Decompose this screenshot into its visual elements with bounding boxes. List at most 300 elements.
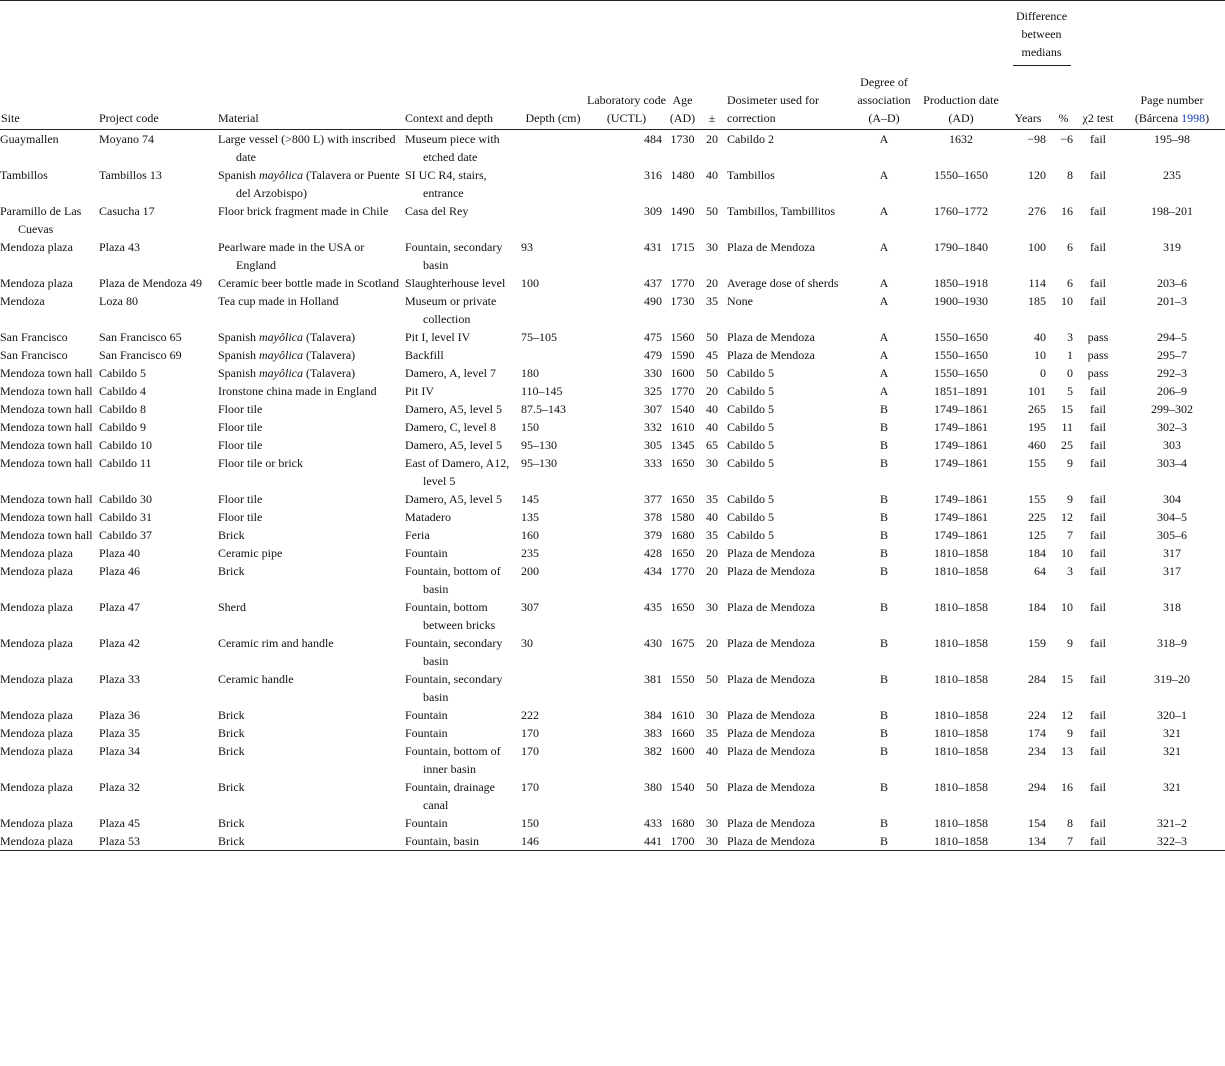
cell-project-code: Cabildo 30 <box>99 492 152 506</box>
cell-page-number: 318–9 <box>1157 636 1187 650</box>
cell-dosimeter: Average dose of sherds <box>727 276 839 290</box>
cell-age: 1680 <box>670 816 695 830</box>
header-production-date: Production date (AD) <box>916 73 1006 130</box>
cell-lab-code: 484 <box>644 132 662 146</box>
cell-lab-code: 316 <box>644 168 662 182</box>
cell-page-number: 304 <box>1163 492 1181 506</box>
cell-material: Brick <box>218 744 245 758</box>
cell-context: Fountain <box>405 816 448 830</box>
cell-depth <box>521 292 585 328</box>
table-body <box>0 130 1225 851</box>
cell-dosimeter: Plaza de Mendoza <box>727 564 815 578</box>
cell-page-number: 292–3 <box>1157 366 1187 380</box>
cell-age: 1650 <box>670 456 695 470</box>
cell-dosimeter: Plaza de Mendoza <box>727 708 815 722</box>
cell-lab-code: 330 <box>644 366 662 380</box>
cell-age: 1590 <box>670 348 695 362</box>
cell-site: Mendoza town hall <box>0 492 93 506</box>
cell-chi-test: fail <box>1090 510 1106 524</box>
cell-percent: 6 <box>1067 240 1073 254</box>
cell-dosimeter: Plaza de Mendoza <box>727 240 815 254</box>
header-project-code: Project code <box>99 73 218 130</box>
cell-project-code: Loza 80 <box>99 294 138 308</box>
cell-lab-code: 378 <box>644 510 662 524</box>
cell-chi-test: fail <box>1090 168 1106 182</box>
cell-production-date: 1749–1861 <box>934 528 988 542</box>
cell-site: Mendoza plaza <box>0 564 73 578</box>
cell-degree: A <box>879 348 889 362</box>
cell-plus-minus: 40 <box>706 510 718 524</box>
cell-chi-test: fail <box>1090 726 1106 740</box>
cell-dosimeter: Cabildo 5 <box>727 384 774 398</box>
cell-percent: 8 <box>1067 816 1073 830</box>
cell-age: 1610 <box>670 420 695 434</box>
cell-project-code: Cabildo 5 <box>99 366 146 380</box>
header-lab-code: Laboratory code (UCTL) <box>585 73 668 130</box>
cell-context: Fountain <box>405 726 448 740</box>
cell-material: Brick <box>218 564 245 578</box>
cell-project-code: Casucha 17 <box>99 204 155 218</box>
cell-plus-minus: 30 <box>697 832 727 851</box>
cell-lab-code: 377 <box>644 492 662 506</box>
header-depth: Depth (cm) <box>521 73 585 130</box>
cell-depth: 170 <box>521 744 539 758</box>
cell-context: SI UC R4, stairs, entrance <box>405 168 487 200</box>
cell-plus-minus: 40 <box>706 402 718 416</box>
cell-degree: B <box>879 402 888 416</box>
cell-degree: B <box>879 438 888 452</box>
cell-site: Mendoza town hall <box>0 456 93 470</box>
cell-context: Matadero <box>405 510 451 524</box>
cell-depth <box>521 202 585 238</box>
table-row <box>0 346 1225 364</box>
cell-site: Mendoza plaza <box>0 816 73 830</box>
cell-depth: 110–145 <box>521 384 563 398</box>
cell-plus-minus: 20 <box>706 636 718 650</box>
cell-dosimeter: Cabildo 5 <box>727 528 774 542</box>
cell-percent: 10 <box>1061 546 1073 560</box>
cell-age: 1550 <box>670 672 695 686</box>
cell-project-code: Plaza 40 <box>99 546 140 560</box>
cell-years: 159 <box>1028 636 1046 650</box>
cell-percent: 7 <box>1050 832 1077 851</box>
cell-production-date: 1749–1861 <box>934 456 988 470</box>
cell-depth: 93 <box>521 240 533 254</box>
cell-age: 1540 <box>670 402 695 416</box>
header-material: Material <box>218 73 405 130</box>
cell-chi-test: fail <box>1090 276 1106 290</box>
cell-percent: 7 <box>1067 528 1073 542</box>
cell-project-code: Plaza 42 <box>99 636 140 650</box>
cell-years: 154 <box>1028 816 1046 830</box>
cell-years: 101 <box>1028 384 1046 398</box>
cell-plus-minus: 40 <box>706 744 718 758</box>
header-context: Context and depth <box>405 73 521 130</box>
cell-project-code: Plaza 32 <box>99 780 140 794</box>
cell-context: Fountain, bottom of inner basin <box>405 744 501 776</box>
cell-dosimeter: Plaza de Mendoza <box>727 672 815 686</box>
cell-site: Mendoza plaza <box>0 600 73 614</box>
table-row <box>0 400 1225 418</box>
cell-material: Brick <box>218 816 245 830</box>
cell-chi-test: fail <box>1077 832 1119 851</box>
cell-production-date: 1810–1858 <box>934 726 988 740</box>
cell-site: Mendoza plaza <box>0 636 73 650</box>
cell-percent: 3 <box>1067 564 1073 578</box>
cell-percent: 6 <box>1067 276 1073 290</box>
cell-age: 1680 <box>670 528 695 542</box>
cell-production-date: 1550–1650 <box>934 168 988 182</box>
cell-degree: B <box>879 510 888 524</box>
cell-years: 40 <box>1034 330 1046 344</box>
cell-age: 1600 <box>670 744 695 758</box>
cell-years: 0 <box>1040 366 1046 380</box>
cell-project-code: Tambillos 13 <box>99 168 162 182</box>
cell-material: Brick <box>218 832 405 851</box>
cell-site: Mendoza town hall <box>0 510 93 524</box>
cell-site: Mendoza plaza <box>0 276 73 290</box>
cell-site: Mendoza plaza <box>0 832 99 851</box>
cell-plus-minus: 40 <box>706 420 718 434</box>
table-row <box>0 490 1225 508</box>
cell-lab-code: 475 <box>644 330 662 344</box>
cell-age: 1480 <box>670 168 695 182</box>
cell-project-code: Cabildo 11 <box>99 456 152 470</box>
cell-chi-test: fail <box>1090 456 1106 470</box>
table-row <box>0 562 1225 598</box>
cell-page-number: 318 <box>1163 600 1181 614</box>
cell-project-code: San Francisco 69 <box>99 348 182 362</box>
table-row <box>0 598 1225 634</box>
cell-depth: 30 <box>521 636 533 650</box>
table-row <box>0 634 1225 670</box>
cell-site: Mendoza town hall <box>0 528 93 542</box>
cell-dosimeter: Plaza de Mendoza <box>727 832 852 851</box>
cell-page-number: 319–20 <box>1154 672 1190 686</box>
cell-site: Mendoza plaza <box>0 672 73 686</box>
cell-context: Fountain <box>405 708 448 722</box>
cell-chi-test: fail <box>1090 420 1106 434</box>
cell-years: 155 <box>1028 456 1046 470</box>
cell-depth: 235 <box>521 546 539 560</box>
cell-dosimeter: Cabildo 5 <box>727 510 774 524</box>
cell-context: Pit IV <box>405 384 435 398</box>
cell-percent: 9 <box>1067 636 1073 650</box>
cell-site: Paramillo de Las Cuevas <box>0 204 82 236</box>
cell-context: Pit I, level IV <box>405 330 471 344</box>
cell-context: Fountain, bottom of basin <box>405 564 501 596</box>
cell-chi-test: fail <box>1090 708 1106 722</box>
cell-chi-test: fail <box>1090 780 1106 794</box>
cell-dosimeter: None <box>727 294 753 308</box>
cell-material: Spanish mayôlica (Talavera) <box>218 330 356 344</box>
cell-chi-test: fail <box>1090 438 1106 452</box>
cell-plus-minus: 65 <box>706 438 718 452</box>
cell-degree: B <box>879 726 888 740</box>
cell-age: 1660 <box>670 726 695 740</box>
cell-lab-code: 379 <box>644 528 662 542</box>
header-percent: % <box>1050 73 1077 130</box>
cell-context: Feria <box>405 528 430 542</box>
cell-page-number: 195–98 <box>1154 132 1190 146</box>
cell-percent: 3 <box>1067 330 1073 344</box>
cell-degree: A <box>879 168 889 182</box>
cell-page-number: 320–1 <box>1157 708 1187 722</box>
cell-site: San Francisco <box>0 348 68 362</box>
cell-years: 114 <box>1028 276 1046 290</box>
cell-page-number: 206–9 <box>1157 384 1187 398</box>
cell-percent: 9 <box>1067 456 1073 470</box>
cell-degree: A <box>879 294 889 308</box>
cell-site: Mendoza town hall <box>0 384 93 398</box>
cell-project-code: Cabildo 10 <box>99 438 152 452</box>
table-row <box>0 706 1225 724</box>
header-spacer <box>0 1 1006 74</box>
cell-site: Mendoza plaza <box>0 780 73 794</box>
cell-years: 284 <box>1028 672 1046 686</box>
cell-site: Guaymallen <box>0 132 59 146</box>
cell-material: Ceramic pipe <box>218 546 283 560</box>
cell-years: 184 <box>1028 600 1046 614</box>
table-row <box>0 364 1225 382</box>
cell-percent: 16 <box>1061 780 1073 794</box>
cell-page-number: 203–6 <box>1157 276 1187 290</box>
header-site: Site <box>0 73 99 130</box>
cell-lab-code: 437 <box>644 276 662 290</box>
cell-percent: 9 <box>1067 726 1073 740</box>
cell-years: 276 <box>1028 204 1046 218</box>
cell-chi-test: fail <box>1090 240 1106 254</box>
table-row <box>0 328 1225 346</box>
cell-production-date: 1760–1772 <box>934 204 988 218</box>
cell-project-code: Plaza 34 <box>99 744 140 758</box>
cell-dosimeter: Plaza de Mendoza <box>727 744 815 758</box>
cell-lab-code: 430 <box>644 636 662 650</box>
cell-dosimeter: Plaza de Mendoza <box>727 348 815 362</box>
cell-years: 185 <box>1028 294 1046 308</box>
cell-age: 1770 <box>670 564 695 578</box>
cell-project-code: Cabildo 8 <box>99 402 146 416</box>
cell-plus-minus: 20 <box>706 564 718 578</box>
cell-depth: 95–130 <box>521 456 557 470</box>
cell-dosimeter: Plaza de Mendoza <box>727 600 815 614</box>
cell-age: 1345 <box>670 438 695 452</box>
cell-percent: 10 <box>1061 294 1073 308</box>
cell-chi-test: fail <box>1090 636 1106 650</box>
cell-percent: 13 <box>1061 744 1073 758</box>
cell-dosimeter: Cabildo 2 <box>727 132 774 146</box>
cell-page-number: 317 <box>1163 564 1181 578</box>
cell-site: Mendoza plaza <box>0 744 73 758</box>
cell-degree: A <box>879 384 889 398</box>
cell-years: 155 <box>1028 492 1046 506</box>
cell-degree: B <box>879 672 888 686</box>
cell-page-number: 322–3 <box>1119 832 1225 851</box>
cell-age: 1700 <box>668 832 697 851</box>
cell-material: Sherd <box>218 600 246 614</box>
cell-dosimeter: Cabildo 5 <box>727 492 774 506</box>
cell-depth <box>521 670 585 706</box>
cell-years: 460 <box>1028 438 1046 452</box>
cell-chi-test: pass <box>1087 330 1109 344</box>
cell-context: Damero, A5, level 5 <box>405 492 502 506</box>
header-years: Years <box>1006 73 1050 130</box>
table-row <box>0 724 1225 742</box>
cell-age: 1650 <box>670 546 695 560</box>
cell-chi-test: fail <box>1090 492 1106 506</box>
cell-site: Mendoza plaza <box>0 726 73 740</box>
header-spacer-right <box>1077 1 1225 74</box>
cell-material: Brick <box>218 528 245 542</box>
cell-years: 234 <box>1028 744 1046 758</box>
cell-page-number: 302–3 <box>1157 420 1187 434</box>
cell-years: 174 <box>1028 726 1046 740</box>
cell-years: 134 <box>1006 832 1050 851</box>
cell-lab-code: 309 <box>644 204 662 218</box>
cell-material: Floor tile <box>218 402 263 416</box>
table-row <box>0 508 1225 526</box>
cell-material: Brick <box>218 708 245 722</box>
cell-depth: 150 <box>521 816 539 830</box>
cell-page-number: 299–302 <box>1151 402 1193 416</box>
cell-percent: 0 <box>1067 366 1073 380</box>
cell-years: 64 <box>1034 564 1046 578</box>
cell-degree: A <box>879 330 889 344</box>
cell-production-date: 1810–1858 <box>916 832 1006 851</box>
cell-plus-minus: 30 <box>706 816 718 830</box>
cell-depth: 75–105 <box>521 330 557 344</box>
table-row <box>0 544 1225 562</box>
cell-project-code: San Francisco 65 <box>99 330 182 344</box>
cell-depth: 170 <box>521 780 539 794</box>
cell-production-date: 1810–1858 <box>934 780 988 794</box>
cell-material: Floor tile <box>218 420 263 434</box>
cell-age: 1610 <box>670 708 695 722</box>
cell-percent: 5 <box>1067 384 1073 398</box>
cell-degree: B <box>879 600 888 614</box>
cell-lab-code: 490 <box>644 294 662 308</box>
cell-site: Mendoza town hall <box>0 366 93 380</box>
cell-material: Ceramic rim and handle <box>218 636 334 650</box>
cell-years: 294 <box>1028 780 1046 794</box>
cell-years: 10 <box>1034 348 1046 362</box>
cell-depth: 87.5–143 <box>521 402 566 416</box>
cell-plus-minus: 30 <box>706 600 718 614</box>
cell-material: Pearlware made in the USA or England <box>218 240 365 272</box>
cell-page-number: 321 <box>1163 780 1181 794</box>
cell-production-date: 1749–1861 <box>934 492 988 506</box>
cell-page-number: 294–5 <box>1157 330 1187 344</box>
cell-chi-test: fail <box>1090 132 1106 146</box>
cell-years: 120 <box>1028 168 1046 182</box>
cell-page-number: 235 <box>1163 168 1181 182</box>
cell-lab-code: 383 <box>644 726 662 740</box>
cell-lab-code: 433 <box>644 816 662 830</box>
cell-production-date: 1900–1930 <box>934 294 988 308</box>
cell-site: Mendoza town hall <box>0 402 93 416</box>
cell-degree: B <box>879 636 888 650</box>
table-row <box>0 130 1225 167</box>
cell-site: Mendoza town hall <box>0 438 93 452</box>
table-row <box>0 382 1225 400</box>
cell-lab-code: 441 <box>585 832 668 851</box>
cell-project-code: Plaza 46 <box>99 564 140 578</box>
cell-material: Brick <box>218 726 245 740</box>
table-row <box>0 202 1225 238</box>
cell-years: 100 <box>1028 240 1046 254</box>
cell-context: Fountain, basin <box>405 832 521 851</box>
cell-context: Casa del Rey <box>405 204 469 218</box>
cell-percent: 8 <box>1067 168 1073 182</box>
cell-chi-test: fail <box>1090 384 1106 398</box>
cell-dosimeter: Plaza de Mendoza <box>727 726 815 740</box>
cell-plus-minus: 30 <box>706 456 718 470</box>
cell-material: Brick <box>218 780 245 794</box>
citation-link[interactable]: 1998 <box>1181 111 1206 125</box>
cell-depth: 150 <box>521 420 539 434</box>
cell-age: 1650 <box>670 600 695 614</box>
cell-age: 1730 <box>670 294 695 308</box>
cell-degree: B <box>879 708 888 722</box>
table-row <box>0 742 1225 778</box>
cell-depth: 146 <box>521 832 585 851</box>
cell-material: Ceramic beer bottle made in Scotland <box>218 276 399 290</box>
header-age: Age (AD) <box>668 73 697 130</box>
cell-plus-minus: 35 <box>706 294 718 308</box>
cell-lab-code: 333 <box>644 456 662 470</box>
cell-degree: B <box>879 546 888 560</box>
cell-plus-minus: 35 <box>706 528 718 542</box>
cell-chi-test: pass <box>1087 348 1109 362</box>
cell-chi-test: fail <box>1090 744 1106 758</box>
cell-depth: 135 <box>521 510 539 524</box>
cell-years: 225 <box>1028 510 1046 524</box>
cell-age: 1580 <box>670 510 695 524</box>
cell-production-date: 1810–1858 <box>934 672 988 686</box>
cell-production-date: 1810–1858 <box>934 816 988 830</box>
cell-context: Slaughterhouse level <box>405 276 506 290</box>
cell-page-number: 317 <box>1163 546 1181 560</box>
cell-dosimeter: Cabildo 5 <box>727 456 774 470</box>
cell-depth: 145 <box>521 492 539 506</box>
cell-percent: 12 <box>1061 708 1073 722</box>
cell-years: 125 <box>1028 528 1046 542</box>
cell-site: San Francisco <box>0 330 68 344</box>
cell-page-number: 321–2 <box>1157 816 1187 830</box>
cell-degree: A <box>879 276 889 290</box>
cell-dosimeter: Plaza de Mendoza <box>727 816 815 830</box>
cell-chi-test: fail <box>1090 546 1106 560</box>
cell-context: Damero, C, level 8 <box>405 420 496 434</box>
cell-degree: B <box>879 528 888 542</box>
cell-production-date: 1749–1861 <box>934 402 988 416</box>
cell-degree: B <box>879 564 888 578</box>
cell-plus-minus: 50 <box>706 672 718 686</box>
cell-production-date: 1550–1650 <box>934 348 988 362</box>
cell-production-date: 1850–1918 <box>934 276 988 290</box>
cell-plus-minus: 20 <box>706 546 718 560</box>
cell-production-date: 1632 <box>949 132 973 146</box>
cell-plus-minus: 35 <box>706 492 718 506</box>
cell-chi-test: fail <box>1090 528 1106 542</box>
cell-lab-code: 381 <box>644 672 662 686</box>
cell-page-number: 303 <box>1163 438 1181 452</box>
cell-page-number: 321 <box>1163 726 1181 740</box>
cell-plus-minus: 20 <box>706 384 718 398</box>
cell-lab-code: 382 <box>644 744 662 758</box>
cell-depth <box>521 346 585 364</box>
cell-percent: −6 <box>1060 132 1073 146</box>
